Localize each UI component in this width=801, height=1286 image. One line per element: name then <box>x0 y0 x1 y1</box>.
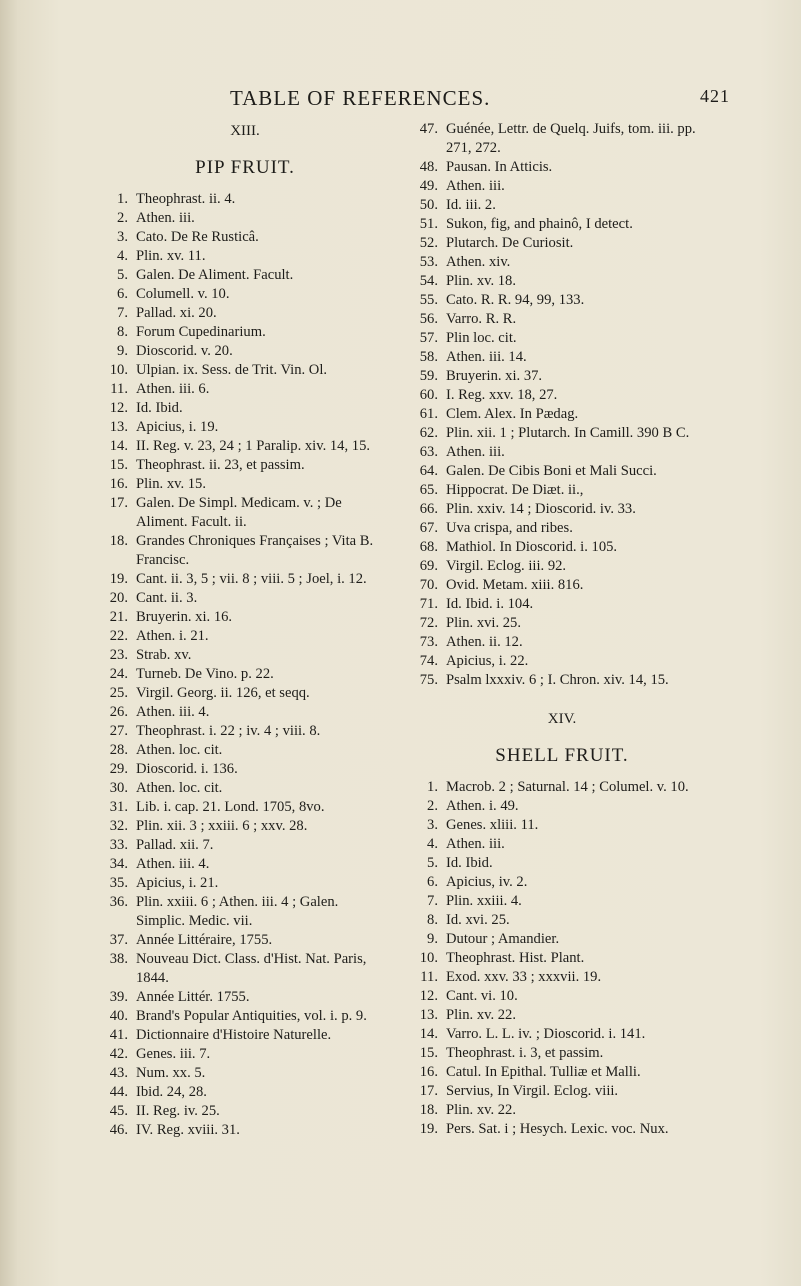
reference-number: 32. <box>109 818 128 834</box>
reference-number: 2. <box>117 210 128 226</box>
reference-text: Plin. xxiii. 4. <box>446 893 522 909</box>
page-title: TABLE OF REFERENCES. <box>230 86 491 110</box>
reference-entry <box>100 418 390 437</box>
reference-entry <box>412 291 712 310</box>
reference-text: Exod. xxv. 33 ; xxxvii. 19. <box>446 969 602 985</box>
reference-number: 70. <box>419 577 438 593</box>
reference-text: Galen. De Simpl. Medicam. v. ; De Aliment. Facult. ii. <box>136 495 342 530</box>
reference-entry <box>412 633 712 652</box>
reference-entry <box>100 266 390 285</box>
reference-text: Theophrast. i. 22 ; iv. 4 ; viii. 8. <box>136 723 321 739</box>
reference-entry <box>412 1101 712 1120</box>
reference-number: 6. <box>117 286 128 302</box>
reference-number: 5. <box>427 855 438 871</box>
reference-number: 10. <box>109 362 128 378</box>
reference-text: Catul. In Epithal. Tulliæ et Malli. <box>446 1064 641 1080</box>
reference-entry <box>412 1025 712 1044</box>
reference-entry <box>412 873 712 892</box>
reference-number: 34. <box>109 856 128 872</box>
reference-text: Columell. v. 10. <box>136 286 230 302</box>
running-header <box>230 86 730 112</box>
reference-number: 40. <box>109 1008 128 1024</box>
reference-text: Athen. i. 49. <box>446 798 519 814</box>
section-number: XIII. <box>230 123 260 139</box>
reference-entry <box>100 570 390 589</box>
reference-number: 43. <box>109 1065 128 1081</box>
reference-entry <box>412 348 712 367</box>
reference-text: Varro. R. R. <box>446 311 517 327</box>
reference-entry <box>412 538 712 557</box>
reference-number: 3. <box>427 817 438 833</box>
reference-entry <box>100 247 390 266</box>
reference-number: 24. <box>109 666 128 682</box>
reference-entry <box>412 778 712 797</box>
reference-number: 63. <box>419 444 438 460</box>
reference-number: 60. <box>419 387 438 403</box>
reference-number: 46. <box>109 1122 128 1138</box>
reference-number: 42. <box>109 1046 128 1062</box>
reference-number: 16. <box>109 476 128 492</box>
reference-number: 45. <box>109 1103 128 1119</box>
reference-entry <box>412 500 712 519</box>
reference-entry <box>412 120 712 158</box>
reference-number: 17. <box>109 495 128 511</box>
reference-text: Apicius, iv. 2. <box>446 874 528 890</box>
reference-text: Plin loc. cit. <box>446 330 517 346</box>
reference-number: 31. <box>109 799 128 815</box>
reference-entry <box>412 614 712 633</box>
reference-number: 7. <box>117 305 128 321</box>
reference-entry <box>412 443 712 462</box>
reference-number: 13. <box>419 1007 438 1023</box>
reference-number: 48. <box>419 159 438 175</box>
reference-entry <box>100 931 390 950</box>
reference-entry <box>100 1045 390 1064</box>
reference-entry <box>100 798 390 817</box>
reference-number: 6. <box>427 874 438 890</box>
reference-entry <box>100 285 390 304</box>
reference-text: Theophrast. i. 3, et passim. <box>446 1045 604 1061</box>
reference-number: 74. <box>419 653 438 669</box>
reference-text: Plin. xv. 15. <box>136 476 207 492</box>
reference-entry <box>412 519 712 538</box>
reference-number: 26. <box>109 704 128 720</box>
reference-entry <box>100 646 390 665</box>
reference-number: 29. <box>109 761 128 777</box>
reference-number: 18. <box>109 533 128 549</box>
reference-entry <box>100 399 390 418</box>
reference-number: 20. <box>109 590 128 606</box>
reference-text: Psalm lxxxiv. 6 ; I. Chron. xiv. 14, 15. <box>446 672 669 688</box>
reference-entry <box>412 949 712 968</box>
reference-text: Varro. L. L. iv. ; Dioscorid. i. 141. <box>446 1026 646 1042</box>
reference-text: Guénée, Lettr. de Quelq. Juifs, tom. iii. pp. 271, 272. <box>446 121 696 156</box>
reference-number: 44. <box>109 1084 128 1100</box>
reference-text: Athen. i. 21. <box>136 628 209 644</box>
reference-text: Cant. vi. 10. <box>446 988 518 1004</box>
reference-entry <box>100 893 390 931</box>
reference-entry <box>100 304 390 323</box>
reference-text: I. Reg. xxv. 18, 27. <box>446 387 558 403</box>
left-column <box>100 120 390 1140</box>
reference-text: Dioscorid. i. 136. <box>136 761 238 777</box>
reference-text: Forum Cupedinarium. <box>136 324 266 340</box>
reference-number: 58. <box>419 349 438 365</box>
reference-text: Uva crispa, and ribes. <box>446 520 573 536</box>
reference-number: 38. <box>109 951 128 967</box>
reference-number: 19. <box>109 571 128 587</box>
reference-entry <box>412 930 712 949</box>
reference-number: 59. <box>419 368 438 384</box>
reference-number: 2. <box>427 798 438 814</box>
reference-entry <box>100 855 390 874</box>
reference-text: Macrob. 2 ; Saturnal. 14 ; Columel. v. 10. <box>446 779 689 795</box>
reference-number: 28. <box>109 742 128 758</box>
reference-entry <box>412 816 712 835</box>
reference-entry <box>412 987 712 1006</box>
reference-text: Servius, In Virgil. Eclog. viii. <box>446 1083 619 1099</box>
reference-text: Genes. iii. 7. <box>136 1046 211 1062</box>
reference-entry <box>412 835 712 854</box>
reference-entry <box>100 874 390 893</box>
reference-text: Lib. i. cap. 21. Lond. 1705, 8vo. <box>136 799 325 815</box>
reference-number: 67. <box>419 520 438 536</box>
reference-text: Année Littéraire, 1755. <box>136 932 273 948</box>
reference-text: Ulpian. ix. Sess. de Trit. Vin. Ol. <box>136 362 328 378</box>
reference-number: 4. <box>117 248 128 264</box>
reference-number: 16. <box>419 1064 438 1080</box>
reference-entry <box>412 892 712 911</box>
reference-number: 41. <box>109 1027 128 1043</box>
reference-text: Apicius, i. 19. <box>136 419 219 435</box>
reference-text: Mathiol. In Dioscorid. i. 105. <box>446 539 618 555</box>
reference-entry <box>412 405 712 424</box>
reference-entry <box>412 386 712 405</box>
reference-number: 3. <box>117 229 128 245</box>
reference-entry <box>412 196 712 215</box>
reference-number: 64. <box>419 463 438 479</box>
reference-text: Ovid. Metam. xiii. 816. <box>446 577 584 593</box>
reference-number: 9. <box>427 931 438 947</box>
reference-number: 1. <box>427 779 438 795</box>
reference-text: Athen. iii. 4. <box>136 704 210 720</box>
reference-entry <box>100 760 390 779</box>
reference-text: Clem. Alex. In Pædag. <box>446 406 579 422</box>
reference-text: Dioscorid. v. 20. <box>136 343 233 359</box>
reference-entry <box>100 1026 390 1045</box>
reference-number: 50. <box>419 197 438 213</box>
reference-text: Plutarch. De Curiosit. <box>446 235 574 251</box>
reference-text: Hippocrat. De Diæt. ii., <box>446 482 584 498</box>
reference-text: Galen. De Aliment. Facult. <box>136 267 294 283</box>
reference-number: 1. <box>117 191 128 207</box>
reference-entry <box>412 481 712 500</box>
reference-entry <box>100 589 390 608</box>
reference-number: 14. <box>419 1026 438 1042</box>
reference-text: Ibid. 24, 28. <box>136 1084 207 1100</box>
reference-text: Pausan. In Atticis. <box>446 159 553 175</box>
reference-text: Athen. iii. 4. <box>136 856 210 872</box>
reference-number: 7. <box>427 893 438 909</box>
reference-entry <box>100 1102 390 1121</box>
reference-text: Apicius, i. 21. <box>136 875 219 891</box>
reference-entry <box>100 437 390 456</box>
reference-number: 66. <box>419 501 438 517</box>
reference-text: Plin. xii. 1 ; Plutarch. In Camill. 390 B C. <box>446 425 690 441</box>
reference-entry <box>100 228 390 247</box>
reference-text: Athen. iii. <box>446 178 505 194</box>
reference-entry <box>100 1007 390 1026</box>
reference-entry <box>100 627 390 646</box>
reference-entry <box>100 475 390 494</box>
reference-text: Athen. iii. <box>136 210 195 226</box>
reference-text: Année Littér. 1755. <box>136 989 250 1005</box>
reference-list <box>100 190 390 1140</box>
reference-text: Sukon, fig, and phainô, I detect. <box>446 216 633 232</box>
reference-entry <box>412 329 712 348</box>
reference-entry <box>100 703 390 722</box>
reference-number: 19. <box>419 1121 438 1137</box>
reference-text: Athen. iii. 14. <box>446 349 527 365</box>
reference-entry <box>412 1082 712 1101</box>
reference-entry <box>100 988 390 1007</box>
reference-number: 36. <box>109 894 128 910</box>
reference-text: Plin. xii. 3 ; xxiii. 6 ; xxv. 28. <box>136 818 308 834</box>
reference-text: Virgil. Georg. ii. 126, et seqq. <box>136 685 310 701</box>
reference-number: 47. <box>419 121 438 137</box>
section-title: PIP FRUIT. <box>195 157 295 178</box>
reference-number: 12. <box>109 400 128 416</box>
reference-text: Cant. ii. 3. <box>136 590 198 606</box>
reference-entry <box>412 1044 712 1063</box>
reference-text: Athen. xiv. <box>446 254 511 270</box>
reference-entry <box>100 209 390 228</box>
reference-entry <box>412 158 712 177</box>
reference-entry <box>100 779 390 798</box>
reference-number: 75. <box>419 672 438 688</box>
reference-number: 27. <box>109 723 128 739</box>
reference-entry <box>412 310 712 329</box>
reference-text: Plin. xv. 11. <box>136 248 206 264</box>
reference-number: 11. <box>110 381 128 397</box>
reference-text: Theophrast. ii. 23, et passim. <box>136 457 305 473</box>
reference-entry <box>100 741 390 760</box>
reference-text: Brand's Popular Antiquities, vol. i. p. 9. <box>136 1008 367 1024</box>
reference-entry <box>412 671 712 690</box>
reference-text: Apicius, i. 22. <box>446 653 529 669</box>
reference-text: Plin. xvi. 25. <box>446 615 522 631</box>
reference-entry <box>412 595 712 614</box>
reference-text: Id. Ibid. <box>136 400 183 416</box>
reference-text: Id. iii. 2. <box>446 197 496 213</box>
reference-text: Id. xvi. 25. <box>446 912 510 928</box>
reference-entry <box>100 665 390 684</box>
reference-text: Dictionnaire d'Histoire Naturelle. <box>136 1027 332 1043</box>
reference-entry <box>412 253 712 272</box>
reference-entry <box>100 1121 390 1140</box>
reference-number: 12. <box>419 988 438 1004</box>
reference-entry <box>100 1083 390 1102</box>
reference-text: Athen. loc. cit. <box>136 742 223 758</box>
reference-entry <box>412 797 712 816</box>
reference-text: Num. xx. 5. <box>136 1065 206 1081</box>
reference-text: Theophrast. ii. 4. <box>136 191 236 207</box>
reference-number: 73. <box>419 634 438 650</box>
reference-number: 15. <box>109 457 128 473</box>
reference-text: Theophrast. Hist. Plant. <box>446 950 585 966</box>
reference-text: Athen. iii. 6. <box>136 381 210 397</box>
reference-text: II. Reg. v. 23, 24 ; 1 Paralip. xiv. 14, 15. <box>136 438 371 454</box>
reference-number: 8. <box>117 324 128 340</box>
reference-entry <box>412 854 712 873</box>
reference-entry <box>412 557 712 576</box>
reference-entry <box>412 215 712 234</box>
reference-text: Strab. xv. <box>136 647 192 663</box>
reference-entry <box>100 190 390 209</box>
reference-number: 15. <box>419 1045 438 1061</box>
reference-number: 62. <box>419 425 438 441</box>
reference-text: Bruyerin. xi. 16. <box>136 609 233 625</box>
page-number: 421 <box>700 86 730 106</box>
reference-text: Pers. Sat. i ; Hesych. Lexic. voc. Nux. <box>446 1121 669 1137</box>
reference-text: Galen. De Cibis Boni et Mali Succi. <box>446 463 657 479</box>
reference-number: 56. <box>419 311 438 327</box>
reference-entry <box>412 234 712 253</box>
reference-text: Genes. xliii. 11. <box>446 817 539 833</box>
reference-number: 30. <box>109 780 128 796</box>
reference-number: 52. <box>419 235 438 251</box>
reference-text: IV. Reg. xviii. 31. <box>136 1122 240 1138</box>
reference-text: Cant. ii. 3, 5 ; vii. 8 ; viii. 5 ; Joel, i. 12. <box>136 571 367 587</box>
reference-entry <box>412 1006 712 1025</box>
reference-text: Virgil. Eclog. iii. 92. <box>446 558 567 574</box>
reference-text: II. Reg. iv. 25. <box>136 1103 220 1119</box>
reference-number: 71. <box>419 596 438 612</box>
reference-text: Pallad. xii. 7. <box>136 837 214 853</box>
reference-text: Dutour ; Amandier. <box>446 931 560 947</box>
reference-text: Plin. xv. 22. <box>446 1007 517 1023</box>
reference-entry <box>412 424 712 443</box>
reference-entry <box>100 836 390 855</box>
reference-text: Cato. R. R. 94, 99, 133. <box>446 292 585 308</box>
reference-entry <box>412 1120 712 1139</box>
reference-number: 39. <box>109 989 128 1005</box>
reference-number: 49. <box>419 178 438 194</box>
reference-number: 8. <box>427 912 438 928</box>
reference-number: 21. <box>109 609 128 625</box>
reference-number: 9. <box>117 343 128 359</box>
reference-number: 33. <box>109 837 128 853</box>
reference-text: Athen. iii. <box>446 444 505 460</box>
reference-text: Plin. xxiv. 14 ; Dioscorid. iv. 33. <box>446 501 636 517</box>
reference-entry <box>100 722 390 741</box>
reference-entry <box>412 652 712 671</box>
reference-entry <box>100 342 390 361</box>
section-number: XIV. <box>547 711 577 727</box>
reference-number: 18. <box>419 1102 438 1118</box>
reference-entry <box>412 177 712 196</box>
reference-number: 14. <box>109 438 128 454</box>
reference-number: 53. <box>419 254 438 270</box>
reference-list <box>412 120 712 690</box>
reference-number: 11. <box>420 969 438 985</box>
reference-entry <box>100 532 390 570</box>
reference-number: 10. <box>419 950 438 966</box>
reference-number: 13. <box>109 419 128 435</box>
reference-number: 55. <box>419 292 438 308</box>
reference-number: 4. <box>427 836 438 852</box>
reference-entry <box>100 1064 390 1083</box>
reference-list <box>412 778 712 1139</box>
reference-number: 61. <box>419 406 438 422</box>
reference-entry <box>412 968 712 987</box>
reference-number: 57. <box>419 330 438 346</box>
reference-text: Nouveau Dict. Class. d'Hist. Nat. Paris, 1844. <box>136 951 367 986</box>
reference-text: Grandes Chroniques Françaises ; Vita B. Francisc. <box>136 533 374 568</box>
reference-entry <box>412 911 712 930</box>
reference-text: Id. Ibid. i. 104. <box>446 596 534 612</box>
reference-number: 22. <box>109 628 128 644</box>
reference-text: Cato. De Re Rusticâ. <box>136 229 259 245</box>
reference-number: 25. <box>109 685 128 701</box>
reference-number: 65. <box>419 482 438 498</box>
reference-entry <box>100 817 390 836</box>
reference-text: Athen. iii. <box>446 836 505 852</box>
reference-text: Plin. xv. 22. <box>446 1102 517 1118</box>
reference-entry <box>100 456 390 475</box>
reference-text: Plin. xv. 18. <box>446 273 517 289</box>
reference-entry <box>412 1063 712 1082</box>
reference-entry <box>412 576 712 595</box>
reference-entry <box>100 494 390 532</box>
reference-number: 68. <box>419 539 438 555</box>
reference-entry <box>100 684 390 703</box>
reference-number: 35. <box>109 875 128 891</box>
reference-entry <box>100 608 390 627</box>
reference-number: 5. <box>117 267 128 283</box>
reference-text: Athen. ii. 12. <box>446 634 523 650</box>
reference-number: 17. <box>419 1083 438 1099</box>
reference-entry <box>100 323 390 342</box>
reference-entry <box>412 462 712 481</box>
reference-entry <box>100 380 390 399</box>
reference-number: 54. <box>419 273 438 289</box>
right-column <box>412 120 712 1139</box>
reference-text: Turneb. De Vino. p. 22. <box>136 666 274 682</box>
reference-entry <box>412 272 712 291</box>
reference-text: Athen. loc. cit. <box>136 780 223 796</box>
reference-text: Id. Ibid. <box>446 855 493 871</box>
reference-text: Pallad. xi. 20. <box>136 305 217 321</box>
section-title: SHELL FRUIT. <box>495 745 629 766</box>
reference-entry <box>100 950 390 988</box>
reference-text: Bruyerin. xi. 37. <box>446 368 543 384</box>
reference-text: Plin. xxiii. 6 ; Athen. iii. 4 ; Galen. Simplic. Medic. vii. <box>136 894 339 929</box>
reference-entry <box>100 361 390 380</box>
reference-number: 51. <box>419 216 438 232</box>
reference-number: 69. <box>419 558 438 574</box>
reference-number: 37. <box>109 932 128 948</box>
reference-number: 72. <box>419 615 438 631</box>
reference-entry <box>412 367 712 386</box>
reference-number: 23. <box>109 647 128 663</box>
